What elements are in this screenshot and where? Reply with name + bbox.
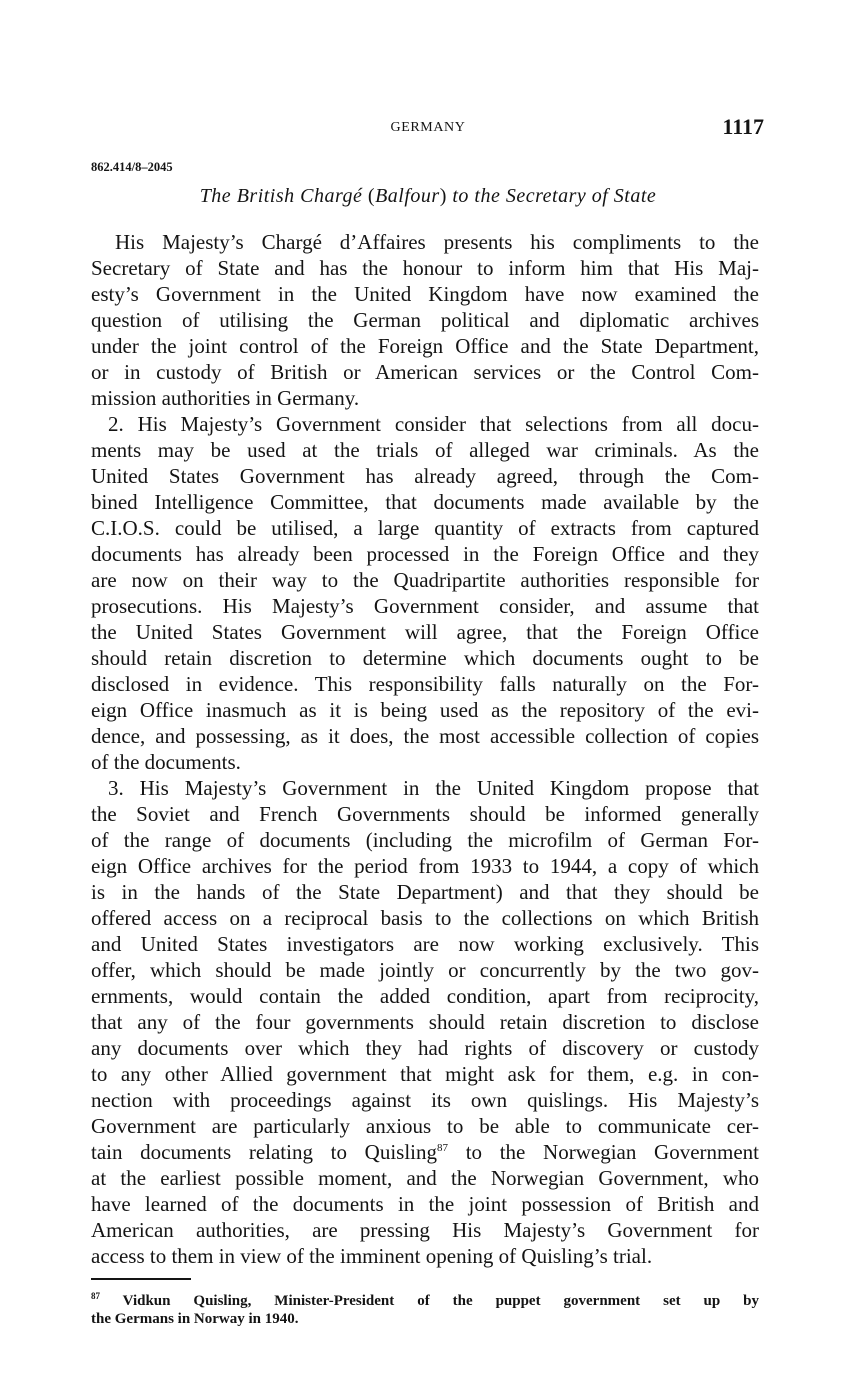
body-line: eign Office archives for the period from 1933 to 1944, a copy of which <box>91 854 759 878</box>
body-line: of the documents. <box>91 750 241 774</box>
heading-post: to the Secretary of State <box>446 185 657 207</box>
body-line: American authorities, are pressing His Majesty’s Government for <box>91 1218 759 1242</box>
body-line: and United States investigators are now working exclusively. This <box>91 932 759 956</box>
running-title: GERMANY <box>390 120 466 135</box>
body-line: ments may be used at the trials of alleged war criminals. As the <box>91 438 759 462</box>
body-line: any documents over which they had rights of discovery or custody <box>91 1036 759 1060</box>
body-line: access to them in view of the imminent opening of Quisling’s trial. <box>91 1244 653 1268</box>
body-line: is in the hands of the State Department) and that they should be <box>91 880 759 904</box>
body-line: dence, and possessing, as it does, the most accessible collection of copies <box>91 724 759 748</box>
body-line: ernments, would contain the added condition, apart from reciprocity, <box>91 984 759 1008</box>
body-line: C.I.O.S. could be utilised, a large quantity of extracts from captured <box>91 516 759 540</box>
body-line: offered access on a reciprocal basis to the collections on which British <box>91 906 759 930</box>
body-line: prosecutions. His Majesty’s Government consider, and assume that <box>91 594 759 618</box>
body-line: documents has already been processed in the Foreign Office and they <box>91 542 759 566</box>
body-line: bined Intelligence Committee, that documents made available by the <box>91 490 759 514</box>
body-line: His Majesty’s Chargé d’Affaires presents his compliments to the <box>115 230 759 254</box>
body-line: question of utilising the German political and diplomatic archives <box>91 308 759 332</box>
body-line: or in custody of British or American services or the Control Com- <box>91 360 759 384</box>
line-text: tain documents relating to Quisling <box>91 1140 438 1164</box>
body-line: at the earliest possible moment, and the Norwegian Government, who <box>91 1166 759 1190</box>
body-line: United States Government has already agreed, through the Com- <box>91 464 759 488</box>
body-line: 3. His Majesty’s Government in the United Kingdom propose that <box>108 776 759 800</box>
page-number: 1117 <box>722 114 764 139</box>
running-head <box>0 114 856 144</box>
footnote-rule <box>91 1278 191 1280</box>
body-line: have learned of the documents in the joint possession of British and <box>91 1192 759 1216</box>
body-line: offer, which should be made jointly or concurrently by the two gov- <box>91 958 759 982</box>
heading-name: Balfour <box>375 185 440 207</box>
body-line: 2. His Majesty’s Government consider that selections from all docu- <box>108 412 759 436</box>
line-text: to the Norwegian Government <box>448 1140 759 1164</box>
footnote-text-1: Vidkun Quisling, Minister-President of the puppet government set up by <box>122 1293 759 1309</box>
body-line: esty’s Government in the United Kingdom have now examined the <box>91 282 759 306</box>
body-line: eign Office inasmuch as it is being used as the repository of the evi- <box>91 698 759 722</box>
body-line: mission authorities in Germany. <box>91 386 360 410</box>
body-line: Government are particularly anxious to be able to communicate cer- <box>91 1114 759 1138</box>
body-line: should retain discretion to determine which documents ought to be <box>91 646 759 670</box>
footnote-line-1 <box>91 1292 759 1310</box>
body-line: disclosed in evidence. This responsibility falls naturally on the For- <box>91 672 759 696</box>
footnote-marker: 87 <box>91 1291 100 1301</box>
body-line: nection with proceedings against its own quislings. His Majesty’s <box>91 1088 759 1112</box>
body-line: to any other Allied government that might ask for them, e.g. in con- <box>91 1062 759 1086</box>
body-line: under the joint control of the Foreign Office and the State Department, <box>91 334 759 358</box>
body-line: of the range of documents (including the microfilm of German For- <box>91 828 759 852</box>
footnote-line-2: the Germans in Norway in 1940. <box>91 1311 299 1327</box>
file-number: 862.414/8–2045 <box>91 160 173 174</box>
footnote-reference: 87 <box>437 1142 449 1154</box>
document-heading: The British Chargé (Balfour) to the Secretary of State <box>199 185 657 207</box>
body-line <box>91 1139 759 1165</box>
body-line: that any of the four governments should retain discretion to disclose <box>91 1010 759 1034</box>
body-line: Secretary of State and has the honour to inform him that His Maj- <box>91 256 759 280</box>
body-line: are now on their way to the Quadripartite authorities responsible for <box>91 568 759 592</box>
heading-pre: The British Chargé <box>199 185 368 207</box>
body-line: the Soviet and French Governments should be informed generally <box>91 802 759 826</box>
body-line: the United States Government will agree, that the Foreign Office <box>91 620 759 644</box>
